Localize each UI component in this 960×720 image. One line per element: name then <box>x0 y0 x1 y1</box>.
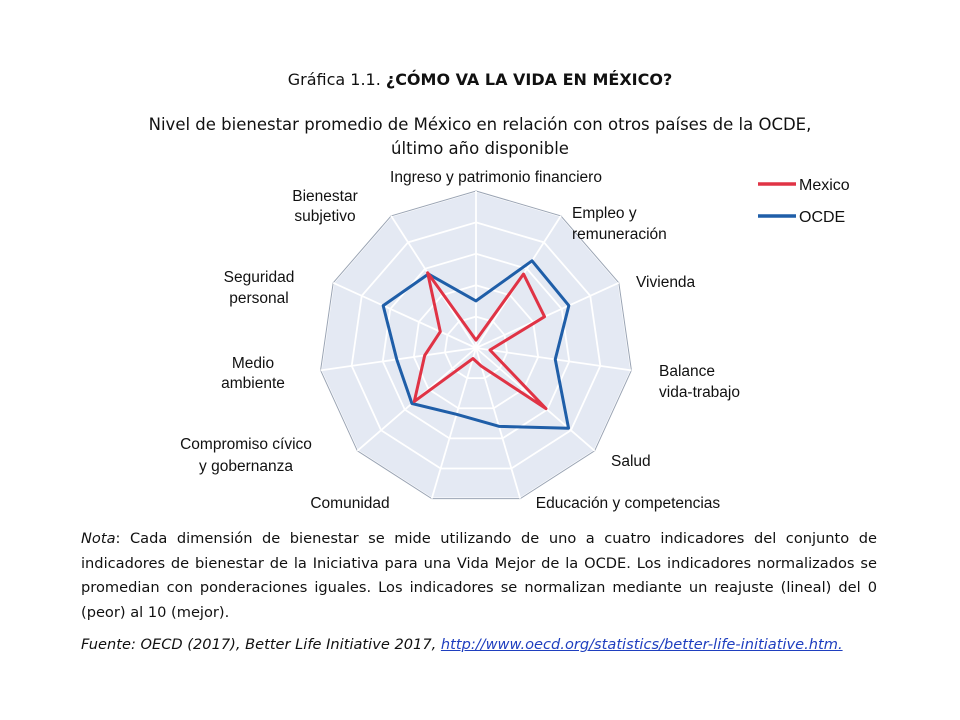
axis-label-salud <box>611 453 651 470</box>
source-link[interactable]: http://www.oecd.org/statistics/better-life-initiative.htm. <box>440 636 843 653</box>
axis-label-comunidad <box>310 495 389 512</box>
axis-label-line: Seguridad <box>223 269 295 286</box>
axis-label-line: subjetivo <box>294 208 356 225</box>
axis-label-line: Medio <box>231 355 275 372</box>
title-prefix: Gráfica 1.1. <box>287 70 386 89</box>
axis-label-ingreso <box>390 169 602 186</box>
axis-label-line: remuneración <box>572 226 667 243</box>
axis-label-line: Salud <box>611 453 651 470</box>
axis-label-vivienda <box>636 274 696 291</box>
axis-label-line: Ingreso y patrimonio financiero <box>390 169 602 186</box>
source-paragraph <box>81 633 877 657</box>
note-label: Nota <box>81 530 116 547</box>
axis-label-line: vida-trabajo <box>659 384 740 401</box>
axis-label-line: ambiente <box>221 375 285 392</box>
legend <box>758 177 850 226</box>
note-text: : Cada dimensión de bienestar se mide utilizando de uno a cuatro indicadores del conjunto de indicadores de bienestar de la Iniciativa para una Vida Mejor de la OCDE. Los indicadores normalizados se promedian con ponderaciones iguales. Los indicadores se normalizan mediante un reajuste (lineal) del 0 (peor) al 10 (mejor). <box>81 530 877 621</box>
axis-label-line: Vivienda <box>636 274 696 291</box>
axis-label-seguridad <box>224 269 295 307</box>
source-text: Fuente: OECD (2017), Better Life Initiative 2017, <box>81 636 441 653</box>
axis-label-line: Compromiso cívico <box>180 436 312 453</box>
axis-label-line: Educación y competencias <box>535 495 721 512</box>
axis-label-line: Balance <box>659 363 716 380</box>
legend-label-ocde: OCDE <box>799 209 846 226</box>
axis-label-line: personal <box>229 290 289 307</box>
axis-label-compromiso <box>180 436 312 475</box>
axis-label-line: Comunidad <box>310 495 390 512</box>
axis-label-medio <box>221 355 285 392</box>
title-bold: ¿CÓMO VA LA VIDA EN MÉXICO? <box>385 70 673 89</box>
axis-label-line: Bienestar <box>292 188 358 205</box>
axis-label-educacion <box>536 495 721 512</box>
axis-label-bienestar <box>292 188 357 225</box>
axis-label-line: Empleo y <box>572 205 637 222</box>
axis-label-line: y gobernanza <box>199 458 293 475</box>
note-paragraph <box>81 527 877 625</box>
subtitle-line-1: Nivel de bienestar promedio de México en relación con otros países de la OCDE, <box>148 115 812 134</box>
legend-label-mexico: Mexico <box>799 177 850 194</box>
axis-label-empleo <box>572 205 667 243</box>
axis-label-balance <box>659 363 740 401</box>
subtitle-line-2: último año disponible <box>391 139 569 158</box>
